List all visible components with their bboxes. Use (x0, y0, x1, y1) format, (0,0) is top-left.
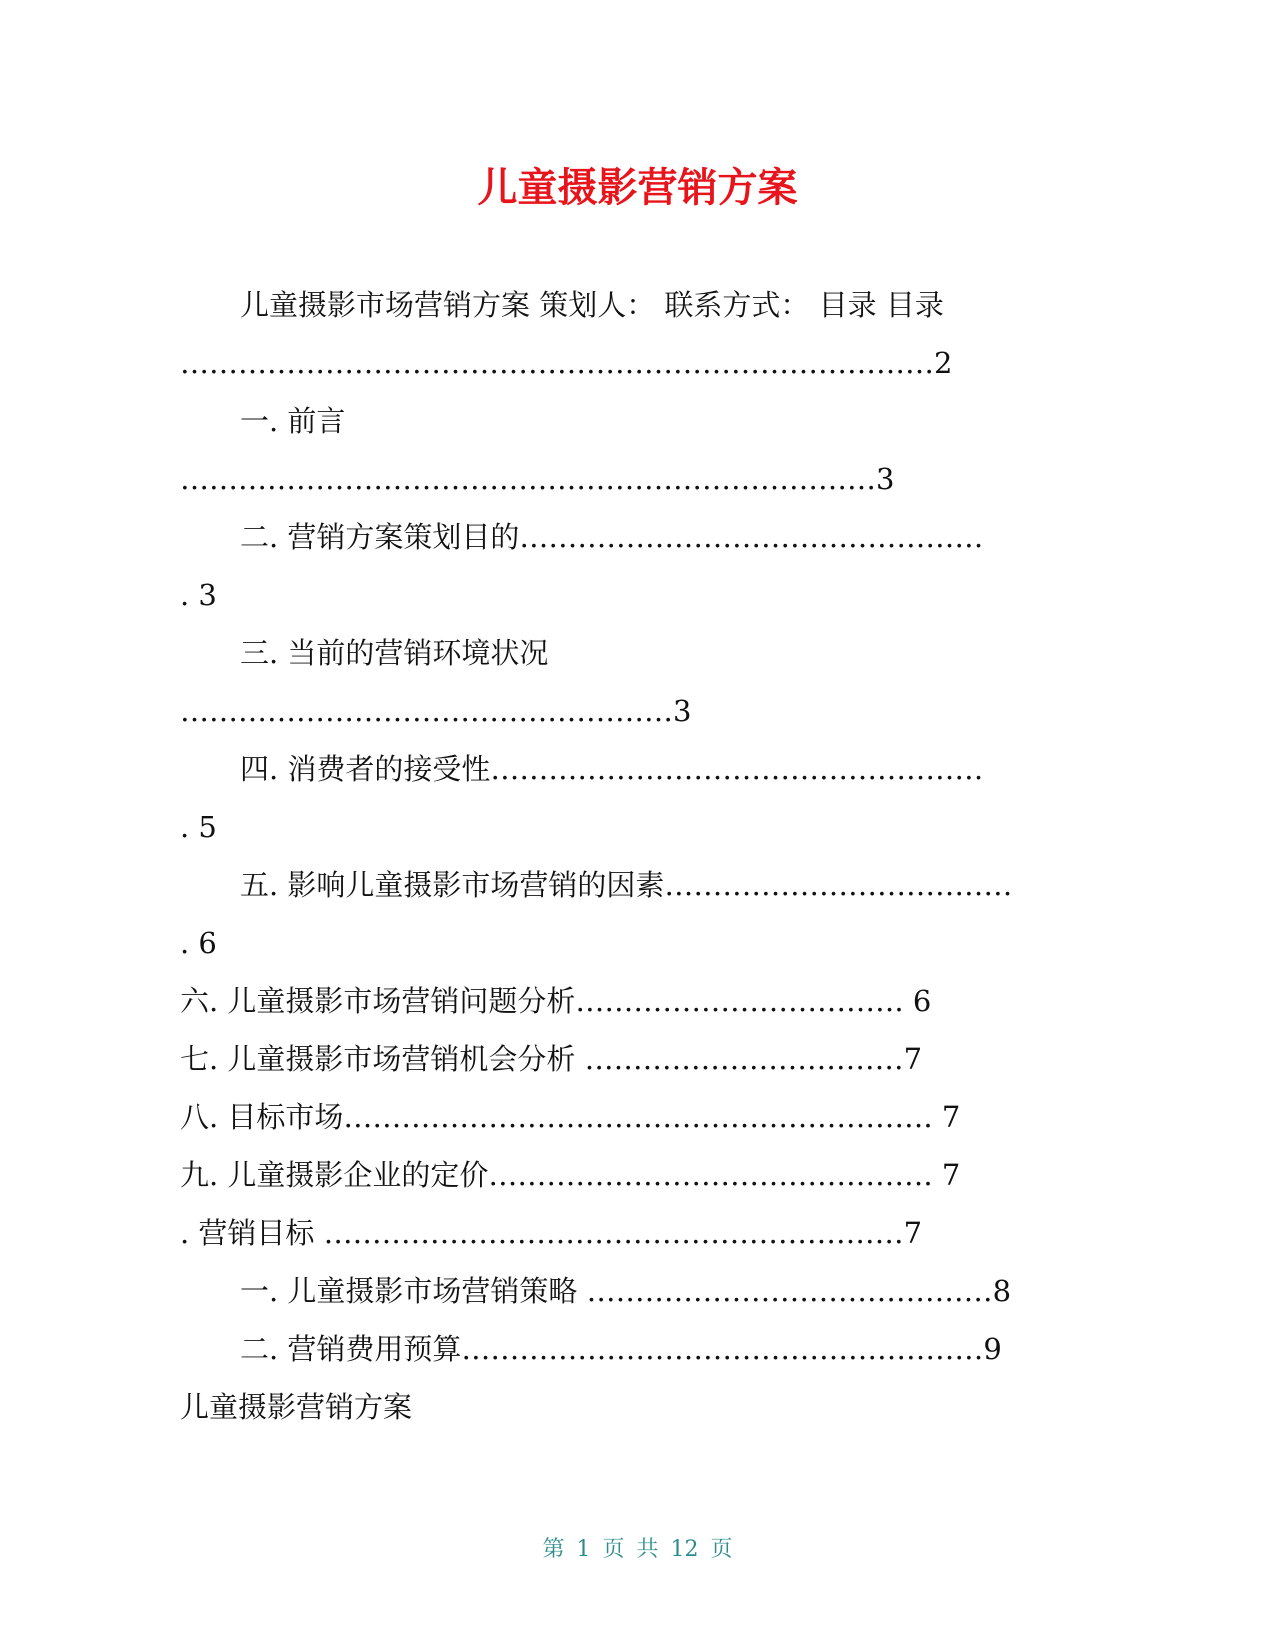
toc-entry: 七. 儿童摄影市场营销机会分析 ……………………………7 (180, 1042, 923, 1076)
toc-dots-line: ……………………………………………3 (180, 694, 692, 728)
document-title: 儿童摄影营销方案 (477, 165, 798, 211)
toc-page-number: . 5 (180, 810, 217, 844)
footer-current-page: 1 (576, 1537, 591, 1562)
body-heading: 儿童摄影营销方案 (180, 1390, 413, 1424)
toc-entry: 六. 儿童摄影市场营销问题分析……………………………. 6 (180, 984, 932, 1018)
toc-page-number: . 6 (180, 926, 217, 960)
footer-total-pages: 12 (670, 1537, 699, 1562)
toc-entry: 五. 影响儿童摄影市场营销的因素……………………………… (240, 868, 1013, 902)
page-footer (0, 1535, 1275, 1565)
toc-entry: 一. 儿童摄影市场营销策略 ……………………………………8 (240, 1274, 1012, 1308)
footer-total-word: 共 (636, 1537, 659, 1562)
toc-entry: 八. 目标市场……………………………………………………. 7 (180, 1100, 961, 1134)
toc-entry: 二. 营销费用预算………………………………………………9 (240, 1332, 1002, 1366)
footer-page-word: 页 (602, 1537, 625, 1562)
toc-entry: 九. 儿童摄影企业的定价………………………………………. 7 (180, 1158, 961, 1192)
toc-entry: 一. 前言 (240, 404, 346, 438)
toc-dots-line: ………………………………………………………………3 (180, 462, 895, 496)
toc-page-number: . 3 (180, 578, 217, 612)
toc-entry: 四. 消费者的接受性…………………………………………… (240, 752, 984, 786)
toc-dots-line: ……………………………………………………………………2 (180, 346, 953, 380)
toc-entry: 二. 营销方案策划目的………………………………………… (240, 520, 984, 554)
footer-prefix: 第 (542, 1537, 565, 1562)
toc-entry: 三. 当前的营销环境状况 (240, 636, 549, 670)
toc-entry: . 营销目标 ……………………………………………………7 (180, 1216, 923, 1250)
toc-header-line: 儿童摄影市场营销方案 策划人： 联系方式： 目录 目录 (240, 288, 944, 322)
footer-suffix: 页 (710, 1537, 733, 1562)
